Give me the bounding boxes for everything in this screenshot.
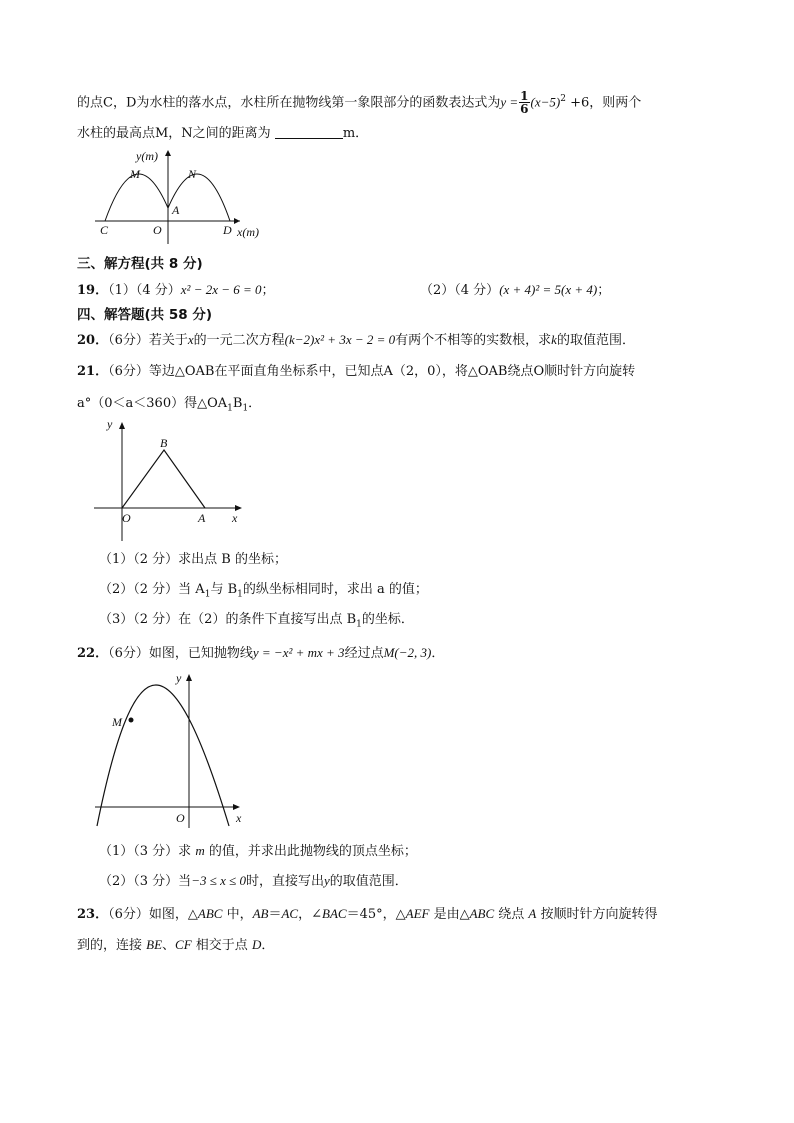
- label-O: O: [122, 511, 131, 525]
- section-4-title: 四、解答题(共 58 分): [77, 307, 213, 323]
- q18-line1: 的点C，D为水柱的落水点，水柱所在抛物线第一象限部分的函数表达式为y = $\frac{1}{6}$ $(x-5)^2 +6$，则两个: [77, 89, 642, 117]
- q22-sub2: （2）（3 分）当−3 ≤ x ≤ 0时，直接写出y的取值范围．: [99, 873, 408, 889]
- label-A: A: [172, 203, 180, 217]
- q18-line2: 水柱的最高点M，N之间的距离为 m．: [77, 126, 369, 141]
- label-A: A: [198, 511, 206, 525]
- q21-sub3: （3）（2 分）在（2）的条件下直接写出点 $B_1$的坐标．: [99, 612, 414, 630]
- q20: 20．（6分）若关于x的一元二次方程(k−2)x² + 3x − 2 = 0有两个不相等的实数根，求k的取值范围．: [77, 332, 635, 348]
- section-3-title: 三、解方程(共 8 分): [77, 256, 203, 272]
- q21-sub2: （2）（2 分）当 $A_1$与 $B_1$的纵坐标相同时，求出 a 的值；: [99, 582, 428, 600]
- q18-fountain-figure: [90, 146, 280, 246]
- q21-triangle-figure: [90, 416, 250, 546]
- label-y: y(m): [136, 149, 158, 163]
- answer-blank: [275, 125, 343, 139]
- label-x: x: [236, 811, 242, 825]
- label-M: M: [112, 715, 122, 729]
- q21-line1: 21．（6分）等边△OAB在平面直角坐标系中，已知点A（2，0），将△OAB绕点O顺时针方向旋转: [77, 364, 636, 379]
- label-y: y: [107, 417, 113, 431]
- label-y: y: [176, 671, 182, 685]
- q23-line2: 到的，连接 BE、CF 相交于点 D．: [77, 937, 275, 953]
- fraction-one-sixth: $\frac{1}{6}$: [520, 89, 529, 117]
- label-M: M: [130, 167, 140, 181]
- label-B: B: [160, 436, 168, 450]
- label-C: C: [100, 223, 109, 237]
- q21-sub1: （1）（2 分）求出点 B 的坐标；: [99, 552, 287, 567]
- q23-line1: 23．（6分）如图，△ABC 中，AB＝AC，∠BAC＝45°，△AEF 是由△ABC 绕点 A 按顺时针方向旋转得: [77, 906, 658, 922]
- q22-parabola-figure: [90, 668, 250, 833]
- q19-part2: （2）（4 分）(x + 4)² = 5(x + 4)；: [420, 282, 611, 298]
- label-O: O: [176, 811, 185, 825]
- label-O: O: [153, 223, 162, 237]
- point-M: [129, 718, 134, 723]
- q22-sub1: （1）（3 分）求 m 的值，并求出此抛物线的顶点坐标；: [99, 843, 417, 859]
- label-x: x: [232, 511, 238, 525]
- label-N: N: [188, 167, 197, 181]
- label-x: x(m): [237, 225, 259, 239]
- label-D: D: [223, 223, 232, 237]
- q19-part1: 19．（1）（4 分）x² − 2x − 6 = 0；: [77, 282, 275, 298]
- q22: 22．（6分）如图，已知抛物线y = −x² + mx + 3经过点M(−2, 3)．: [77, 645, 445, 661]
- q21-line2: a°（0＜a＜360）得$\triangle OA_1B_1$．: [77, 396, 262, 414]
